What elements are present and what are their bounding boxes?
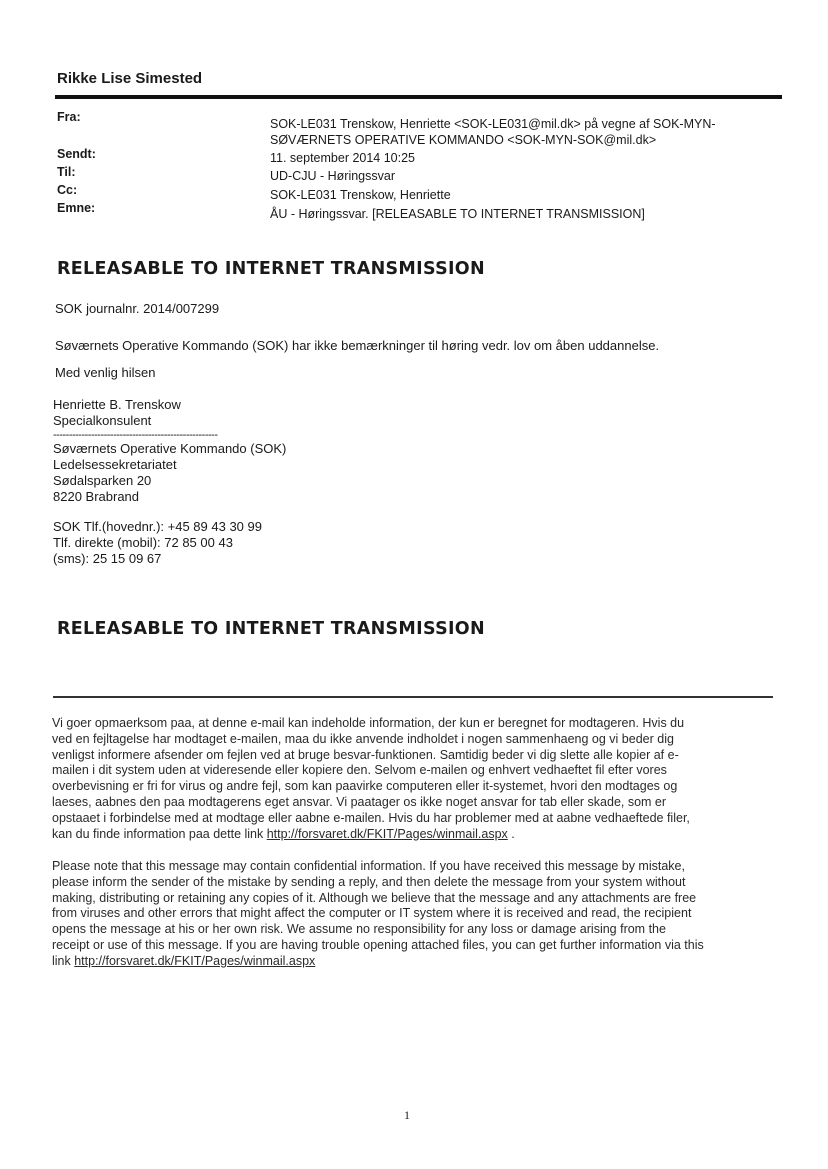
mailbox-owner: Rikke Lise Simested xyxy=(57,70,203,87)
disclaimer-en-last-prefix: link xyxy=(52,953,75,968)
signature-city: 8220 Brabrand xyxy=(53,489,140,504)
subject-value: ÅU - Høringssvar. [RELEASABLE TO INTERNET TRANSMISSION] xyxy=(270,207,645,221)
signature-street: Sødalsparken 20 xyxy=(53,473,152,488)
sent-label: Sendt: xyxy=(57,147,96,161)
disclaimer-divider xyxy=(53,696,773,698)
page-number: 1 xyxy=(404,1108,410,1122)
disclaimer-da-last-prefix: kan du finde information paa dette link xyxy=(52,826,267,841)
disclaimer-da-line: venligst informere afsender om fejlen ved at bruge besvar-funktionen. Samtidig beder vi dig slette alle kopier af e- xyxy=(52,747,679,762)
disclaimer-english xyxy=(52,859,774,970)
from-line-1: SOK-LE031 Trenskow, Henriette <SOK-LE031@mil.dk> på vegne af SOK-MYN- xyxy=(270,117,716,131)
disclaimer-da-line: Vi goer opmaerksom paa, at denne e-mail kan indeholde information, der kun er beregnet for modtageren. Hvis du xyxy=(52,716,685,730)
winmail-link-english[interactable]: http://forsvaret.dk/FKIT/Pages/winmail.aspx xyxy=(74,953,316,968)
signature-dept: Ledelsessekretariatet xyxy=(53,457,177,472)
disclaimer-en-line: making, distributing or retaining any copies of it. Although we believe that the message and any attachments are free xyxy=(52,890,697,905)
from-label: Fra: xyxy=(57,110,81,124)
disclaimer-danish xyxy=(52,716,774,842)
cc-value: SOK-LE031 Trenskow, Henriette xyxy=(270,188,451,202)
sent-value: 11. september 2014 10:25 xyxy=(270,151,416,165)
releasable-banner-bottom: RELEASABLE TO INTERNET TRANSMISSION xyxy=(57,619,485,639)
disclaimer-da-line: mailen i dit system uden at videresende eller kopiere den. Selvom e-mailen og enhvert vedhaeftet fil efter vores xyxy=(52,763,667,778)
signature-phone-mobile: Tlf. direkte (mobil): 72 85 00 43 xyxy=(53,535,233,550)
disclaimer-da-line xyxy=(52,827,774,843)
to-value: UD-CJU - Høringssvar xyxy=(270,169,395,183)
signature-phone-main: SOK Tlf.(hovednr.): +45 89 43 30 99 xyxy=(53,519,262,534)
disclaimer-en-line: from viruses and other errors that might affect the computer or IT system where it is received and read, the recipient xyxy=(52,906,692,921)
message-text: Søværnets Operative Kommando (SOK) har ikke bemærkninger til høring vedr. lov om åben uddannelse. xyxy=(55,338,660,353)
disclaimer-da-last-suffix: . xyxy=(507,826,515,841)
disclaimer-en-line: Please note that this message may contain confidential information. If you have received this message by mistake, xyxy=(52,859,685,873)
signature-org: Søværnets Operative Kommando (SOK) xyxy=(53,441,287,456)
disclaimer-en-line xyxy=(52,954,774,970)
disclaimer-da-line: laeses, aabnes den paa modtagerens eget ansvar. Vi paatager os ikke noget ansvar for tab eller skade, som er xyxy=(52,794,667,809)
disclaimer-da-line: overbevisning er fri for virus og andre fejl, som kan paavirke computeren eller it-systemet, hvori den modtages og xyxy=(52,779,678,794)
subject-label: Emne: xyxy=(57,201,96,215)
cc-label: Cc: xyxy=(57,183,78,197)
disclaimer-en-line: please inform the sender of the mistake by sending a reply, and then delete the message from your system without xyxy=(52,874,686,889)
disclaimer-en-line: receipt or use of this message. If you are having trouble opening attached files, you can get further information via this xyxy=(52,937,704,952)
disclaimer-da-line: opstaaet i forbindelse med at modtage eller aabne e-mailen. Hvis du har problemer med at aabne vedhaeftede filer, xyxy=(52,810,690,825)
disclaimer-da-line: ved en fejltagelse har modtaget e-mailen, maa du ikke anvende indholdet i nogen sammenhaeng og vi beder dig xyxy=(52,731,674,746)
winmail-link-danish[interactable]: http://forsvaret.dk/FKIT/Pages/winmail.aspx xyxy=(266,826,508,841)
header-divider xyxy=(55,95,782,99)
to-label: Til: xyxy=(57,165,76,179)
disclaimer-en-line: opens the message at his or her own risk. We assume no responsibility for any loss or damage arising from the xyxy=(52,922,666,937)
from-value xyxy=(270,116,770,148)
signature-separator: ---------------------------------------------------- xyxy=(53,429,218,441)
signature-title: Specialkonsulent xyxy=(53,413,152,428)
journal-number: SOK journalnr. 2014/007299 xyxy=(55,301,220,316)
greeting: Med venlig hilsen xyxy=(55,365,156,380)
signature-name: Henriette B. Trenskow xyxy=(53,397,181,412)
signature xyxy=(53,397,286,567)
releasable-banner-top: RELEASABLE TO INTERNET TRANSMISSION xyxy=(57,259,485,279)
signature-sms: (sms): 25 15 09 67 xyxy=(53,551,162,566)
from-line-2: SØVÆRNETS OPERATIVE KOMMANDO <SOK-MYN-SOK@mil.dk> xyxy=(270,133,657,147)
